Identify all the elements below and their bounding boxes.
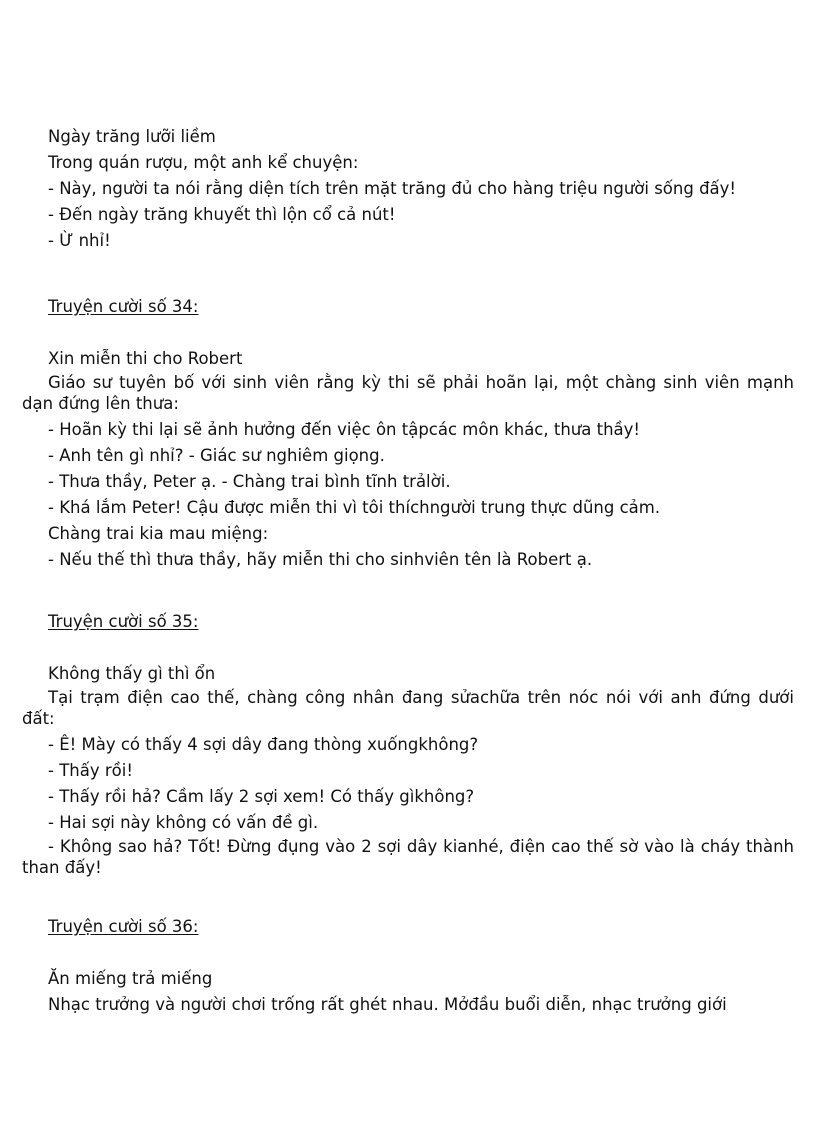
story-line: - Thấy rồi hả? Cầm lấy 2 sợi xem! Có thấy gìkhông? <box>48 787 475 806</box>
story-line: - Khá lắm Peter! Cậu được miễn thi vì tôi thíchngười trung thực dũng cảm. <box>48 498 661 517</box>
document-body <box>22 124 794 1018</box>
story-line: - Nếu thế thì thưa thầy, hãy miễn thi cho sinhviên tên là Robert ạ. <box>48 550 593 569</box>
story-line: - Anh tên gì nhỉ? - Giác sư nghiêm giọng. <box>48 446 385 465</box>
story-line: - Thưa thầy, Peter ạ. - Chàng trai bình tĩnh trảlời. <box>48 472 451 491</box>
story-closing: - Không sao hả? Tốt! Đừng đụng vào 2 sợi dây kianhé, điện cao thế sờ vào là cháy thành than đấy! <box>22 837 794 877</box>
story-line: Trong quán rượu, một anh kể chuyện: <box>48 153 359 172</box>
story-heading <box>22 294 794 320</box>
story-heading <box>22 914 794 940</box>
story-line: Chàng trai kia mau miệng: <box>48 524 269 543</box>
story-heading-text: Truyện cười số 35: <box>48 612 199 631</box>
story-title: Xin miễn thi cho Robert <box>48 349 243 368</box>
story-heading-text: Truyện cười số 36: <box>48 917 199 936</box>
story-title: Không thấy gì thì ổn <box>48 664 216 683</box>
story-section-33 <box>22 124 794 254</box>
story-intro: Tại trạm điện cao thế, chàng công nhân đang sửachữa trên nóc nói với anh đứng dưới đất: <box>22 688 794 728</box>
story-title: Ngày trăng lưỡi liềm <box>48 127 216 146</box>
story-section-36 <box>22 914 794 1018</box>
story-line: - Hai sợi này không có vấn đề gì. <box>48 813 319 832</box>
story-line: - Đến ngày trăng khuyết thì lộn cổ cả nút! <box>48 205 396 224</box>
story-line: - Hoãn kỳ thi lại sẽ ảnh hưởng đến việc ôn tậpcác môn khác, thưa thầy! <box>48 420 641 439</box>
story-section-35 <box>22 609 794 878</box>
story-line: - Thấy rồi! <box>48 761 133 780</box>
story-intro: Giáo sư tuyên bố với sinh viên rằng kỳ thi sẽ phải hoãn lại, một chàng sinh viên mạnh dạn đứng lên thưa: <box>22 373 794 413</box>
story-title: Ăn miếng trả miếng <box>48 969 213 988</box>
story-section-34 <box>22 294 794 573</box>
story-heading-text: Truyện cười số 34: <box>48 297 199 316</box>
story-line: - Ừ nhỉ! <box>48 231 111 250</box>
story-heading <box>22 609 794 635</box>
story-line: Nhạc trưởng và người chơi trống rất ghét nhau. Mởđầu buổi diễn, nhạc trưởng giới <box>48 995 727 1014</box>
story-line: - Này, người ta nói rằng diện tích trên mặt trăng đủ cho hàng triệu người sống đấy! <box>48 179 737 198</box>
story-line: - Ê! Mày có thấy 4 sợi dây đang thòng xuốngkhông? <box>48 735 479 754</box>
